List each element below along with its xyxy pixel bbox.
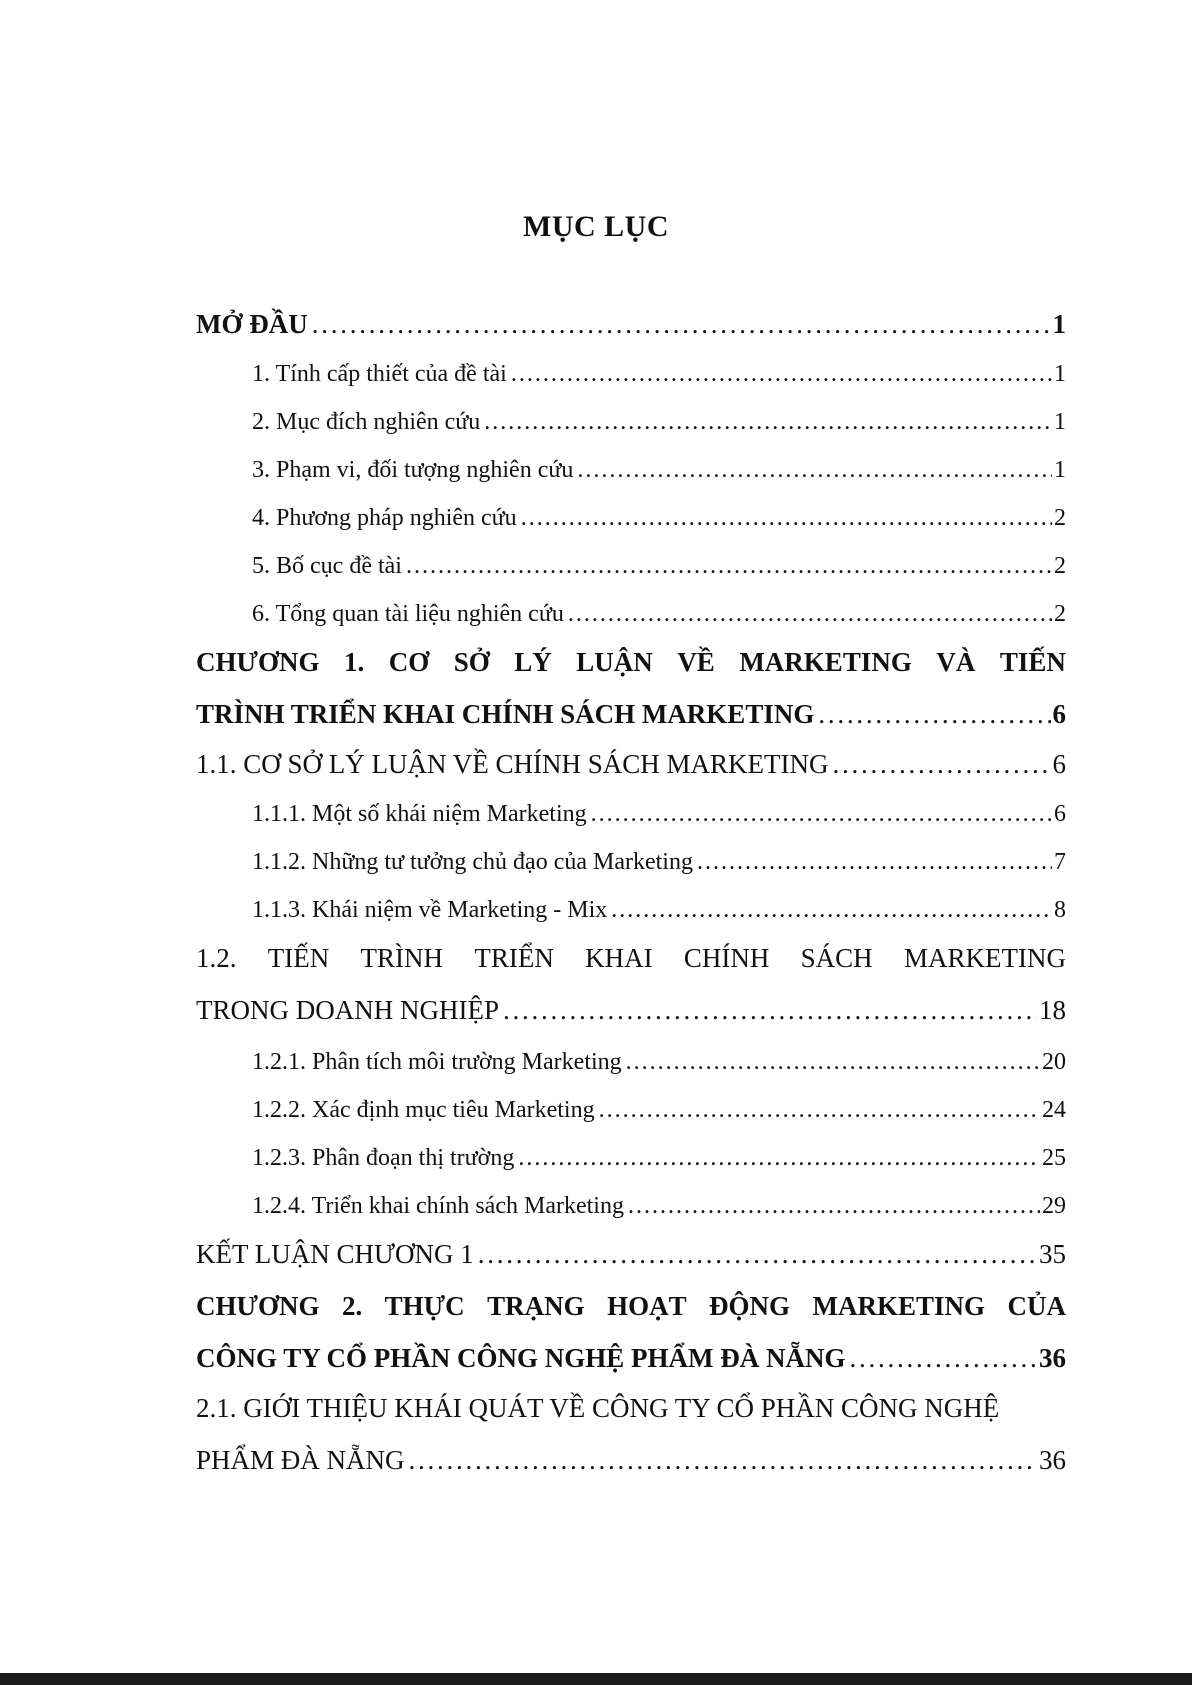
toc-entry-title: MỞ ĐẦU — [196, 309, 308, 339]
dot-leader — [626, 1038, 1040, 1086]
toc-entry-page: 1 — [1054, 361, 1066, 387]
heading-word: SỞ — [453, 647, 490, 677]
toc-entry-title: TRONG DOANH NGHIỆP — [196, 995, 499, 1025]
toc-entry-page: 2 — [1054, 505, 1066, 531]
toc-entry-page: 35 — [1039, 1239, 1066, 1269]
heading-word: MARKETING — [903, 943, 1066, 973]
toc-entry-title: 3. Phạm vi, đối tượng nghiên cứu — [252, 457, 574, 483]
toc-entry[interactable] — [252, 398, 1066, 446]
heading-word: VÀ — [936, 647, 976, 677]
dot-leader — [591, 790, 1052, 838]
toc-entry[interactable] — [252, 1182, 1066, 1230]
heading-word: 1. — [344, 647, 365, 677]
toc-entry-title: 6. Tổng quan tài liệu nghiên cứu — [252, 601, 564, 627]
toc-entry-title: 1. Tính cấp thiết của đề tài — [252, 361, 507, 387]
toc-entry-page: 1 — [1054, 409, 1066, 435]
toc-entry-title: CÔNG TY CỔ PHẦN CÔNG NGHỆ PHẨM ĐÀ NẴNG — [196, 1343, 846, 1373]
dot-leader — [611, 886, 1052, 934]
heading-word: SÁCH — [800, 943, 873, 973]
toc-entry[interactable] — [252, 494, 1066, 542]
toc-entry-page: 2 — [1054, 553, 1066, 579]
toc-entry-ket-luan-chuong-1[interactable] — [196, 1230, 1066, 1278]
dot-leader — [484, 398, 1052, 446]
toc-entry-page: 18 — [1039, 995, 1066, 1025]
toc-entry[interactable] — [252, 886, 1066, 934]
toc-entry-section-1-2-line1[interactable] — [196, 934, 1066, 982]
toc-entry-chuong1-line2[interactable] — [196, 690, 1066, 738]
heading-word: THỰC — [384, 1291, 465, 1321]
heading-word: LÝ — [514, 647, 552, 677]
dot-leader — [850, 1334, 1038, 1382]
toc-entry-title: PHẨM ĐÀ NẴNG — [196, 1445, 405, 1475]
toc-entry-section-1-1[interactable] — [196, 740, 1066, 788]
toc-entry-page: 25 — [1042, 1145, 1066, 1171]
toc-entry-title: 5. Bố cục đề tài — [252, 553, 402, 579]
toc-entry-mo-dau[interactable] — [196, 300, 1066, 348]
toc-entry-page: 24 — [1042, 1097, 1066, 1123]
toc-entry[interactable] — [252, 446, 1066, 494]
heading-word: CHƯƠNG — [196, 1291, 320, 1321]
toc-entry[interactable] — [252, 590, 1066, 638]
bottom-edge-bar — [0, 1673, 1192, 1685]
heading-word: 2. — [341, 1291, 363, 1321]
dot-leader — [521, 494, 1052, 542]
dot-leader — [406, 542, 1052, 590]
toc-entry-page: 6 — [1052, 749, 1066, 779]
toc-entry-title: 4. Phương pháp nghiên cứu — [252, 505, 517, 531]
toc-entry-page: 6 — [1052, 699, 1066, 729]
heading-word: VỀ — [677, 647, 715, 677]
heading-word: TRIỂN — [474, 943, 554, 973]
heading-word: MARKETING — [812, 1291, 986, 1321]
heading-word: CỦA — [1007, 1291, 1066, 1321]
heading-word: LUẬN — [576, 647, 653, 677]
heading-word: TRẠNG — [487, 1291, 585, 1321]
toc-entry-section-2-1-line1[interactable] — [196, 1384, 1066, 1432]
dot-leader — [568, 590, 1052, 638]
toc-entry-title: 1.2.3. Phân đoạn thị trường — [252, 1145, 515, 1171]
dot-leader — [503, 986, 1037, 1034]
toc-entry-title: KẾT LUẬN CHƯƠNG 1 — [196, 1239, 474, 1269]
heading-word: KHAI — [585, 943, 653, 973]
toc-entry-page: 1 — [1054, 457, 1066, 483]
dot-leader — [697, 838, 1052, 886]
toc-entry-title: 2. Mục đích nghiên cứu — [252, 409, 481, 435]
heading-word: 1.2. — [196, 943, 237, 973]
toc-entry-title: 1.2.1. Phân tích môi trường Marketing — [252, 1049, 622, 1075]
heading-word: CHÍNH — [683, 943, 770, 973]
toc-entry-page: 2 — [1054, 601, 1066, 627]
toc-entry-page: 29 — [1042, 1193, 1066, 1219]
toc-entry-title: TRÌNH TRIỂN KHAI CHÍNH SÁCH MARKETING — [196, 699, 815, 729]
heading-word: CHƯƠNG — [196, 647, 320, 677]
heading-word: TRÌNH — [360, 943, 444, 973]
dot-leader — [833, 740, 1051, 788]
dot-leader — [409, 1436, 1037, 1484]
toc-entry-page: 6 — [1054, 801, 1066, 827]
dot-leader — [518, 1134, 1040, 1182]
toc-entry-page: 1 — [1052, 309, 1066, 339]
toc-entry[interactable] — [252, 1134, 1066, 1182]
dot-leader — [478, 1230, 1037, 1278]
dot-leader — [599, 1086, 1040, 1134]
toc-entry-title: 1.2.4. Triển khai chính sách Marketing — [252, 1193, 624, 1219]
toc-entry-title: 2.1. GIỚI THIỆU KHÁI QUÁT VỀ CÔNG TY CỔ PHẦN CÔNG NGHỆ — [196, 1393, 1000, 1423]
toc-entry-title: 1.1.3. Khái niệm về Marketing - Mix — [252, 897, 608, 923]
toc-entry-section-1-2-line2[interactable] — [196, 986, 1066, 1034]
toc-entry-page: 8 — [1054, 897, 1066, 923]
heading-word: TIẾN — [267, 943, 330, 973]
toc-entry-chuong2-line2[interactable] — [196, 1334, 1066, 1382]
dot-leader — [511, 350, 1052, 398]
toc-entry[interactable] — [252, 790, 1066, 838]
dot-leader — [577, 446, 1052, 494]
page-title: MỤC LỤC — [523, 210, 669, 243]
toc-entry[interactable] — [252, 542, 1066, 590]
dot-leader — [818, 690, 1050, 738]
heading-word: MARKETING — [739, 647, 912, 677]
toc-entry[interactable] — [252, 1038, 1066, 1086]
heading-word: ĐỘNG — [709, 1291, 791, 1321]
toc-entry[interactable] — [252, 350, 1066, 398]
toc-entry-chuong2-line1[interactable] — [196, 1282, 1066, 1330]
toc-entry[interactable] — [252, 1086, 1066, 1134]
heading-word: CƠ — [388, 647, 430, 677]
heading-word: TIẾN — [999, 647, 1066, 677]
dot-leader — [312, 300, 1051, 348]
toc-entry-title: 1.1. CƠ SỞ LÝ LUẬN VỀ CHÍNH SÁCH MARKETING — [196, 749, 829, 779]
toc-entry[interactable] — [252, 838, 1066, 886]
toc-entry-title: 1.2.2. Xác định mục tiêu Marketing — [252, 1097, 595, 1123]
toc-entry-page: 7 — [1054, 849, 1066, 875]
dot-leader — [628, 1182, 1040, 1230]
toc-entry-page: 20 — [1042, 1049, 1066, 1075]
toc-entry-page: 36 — [1039, 1343, 1066, 1373]
toc-entry-title: 1.1.2. Những tư tưởng chủ đạo của Marketing — [252, 849, 693, 875]
heading-word: HOẠT — [607, 1291, 687, 1321]
toc-entry-title: 1.1.1. Một số khái niệm Marketing — [252, 801, 587, 827]
toc-entry-chuong1-line1[interactable] — [196, 638, 1066, 686]
toc-entry-section-2-1-line2[interactable] — [196, 1436, 1066, 1484]
toc-entry-page: 36 — [1039, 1445, 1066, 1475]
